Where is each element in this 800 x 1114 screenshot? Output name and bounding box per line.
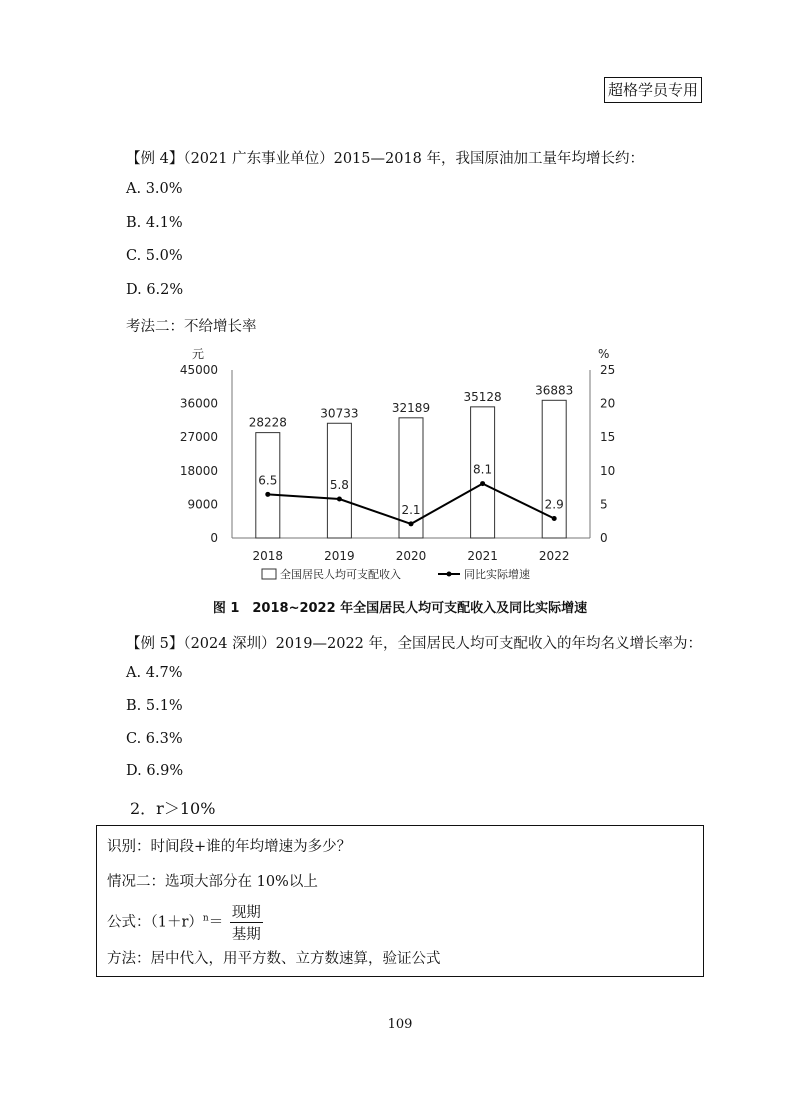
right-tick-label: 20 (600, 396, 616, 411)
chart-caption: 图 1 2018~2022 年全国居民人均可支配收入及同比实际增速 (212, 601, 588, 616)
growth-value-label: 5.8 (329, 478, 349, 493)
right-tick-label: 5 (600, 497, 608, 512)
formula-fraction (230, 901, 263, 944)
legend-bar-swatch (262, 569, 276, 579)
left-tick-label: 36000 (179, 396, 218, 411)
growth-point (409, 521, 414, 526)
income-growth-chart (170, 342, 640, 592)
left-tick-label: 27000 (179, 430, 218, 445)
x-tick-label: 2022 (538, 549, 570, 563)
growth-value-label: 6.5 (258, 473, 278, 488)
section-title: 考法二：不给增长率 (126, 319, 257, 335)
example4-question: 【例 4】（2021 广东事业单位）2015—2018 年，我国原油加工量年均增长约： (126, 151, 645, 167)
example4-option-b[interactable]: B. 4.1% (126, 215, 183, 231)
box-formula (107, 901, 263, 944)
formula-exponent: n (202, 913, 209, 924)
bar-value-label: 28228 (248, 415, 287, 430)
example5-option-b[interactable]: B. 5.1% (126, 698, 183, 714)
left-tick-label: 18000 (179, 463, 218, 478)
bar-value-label: 36883 (535, 383, 574, 398)
legend-bar-label: 全国居民人均可支配收入 (280, 568, 401, 581)
example5-question: 【例 5】（2024 深圳）2019—2022 年，全国居民人均可支配收入的年均名义增长率为： (126, 636, 703, 652)
left-tick-label: 45000 (179, 363, 218, 377)
page-number: 109 (387, 1017, 413, 1032)
growth-value-label: 2.9 (544, 497, 564, 512)
x-tick-label: 2020 (395, 549, 427, 563)
method-box (96, 825, 704, 977)
example5-option-d[interactable]: D. 6.9% (126, 763, 184, 779)
growth-point (480, 481, 485, 486)
right-tick-label: 0 (600, 531, 608, 545)
right-tick-label: 10 (600, 463, 616, 478)
legend-line-label: 同比实际增速 (464, 568, 530, 581)
left-axis-unit: 元 (192, 347, 205, 361)
growth-point (337, 497, 342, 502)
formula-prefix: 公式：（1＋r） (107, 914, 203, 931)
right-axis-unit: % (598, 347, 610, 361)
x-tick-label: 2021 (467, 549, 498, 563)
example5-option-a[interactable]: A. 4.7% (126, 665, 183, 681)
right-tick-label: 25 (600, 363, 616, 377)
bar-value-label: 30733 (320, 406, 359, 421)
formula-numerator: 现期 (230, 901, 263, 923)
user-stamp: 超格学员专用 (604, 77, 702, 103)
example4-option-d[interactable]: D. 6.2% (126, 282, 184, 298)
legend-line-marker (447, 572, 452, 577)
right-tick-label: 15 (600, 430, 616, 445)
box-identify: 识别：时间段+谁的年均增速为多少？ (107, 839, 352, 855)
x-tick-label: 2018 (252, 549, 284, 563)
formula-denominator: 基期 (231, 927, 261, 943)
box-case: 情况二：选项大部分在 10%以上 (107, 874, 318, 890)
formula-equals: ＝ (208, 914, 224, 931)
example4-option-a[interactable]: A. 3.0% (126, 181, 183, 197)
subheading: 2．r＞10% (130, 799, 216, 818)
box-method: 方法：居中代入，用平方数、立方数速算，验证公式 (107, 951, 441, 967)
example4-option-c[interactable]: C. 5.0% (126, 248, 183, 264)
x-tick-label: 2019 (324, 549, 355, 563)
left-tick-label: 0 (210, 531, 218, 545)
growth-point (265, 492, 270, 497)
left-tick-label: 9000 (187, 497, 218, 512)
example5-option-c[interactable]: C. 6.3% (126, 731, 183, 747)
growth-point (552, 516, 557, 521)
bar-value-label: 35128 (463, 389, 502, 404)
growth-value-label: 8.1 (473, 462, 493, 477)
growth-value-label: 2.1 (401, 502, 421, 517)
bar-value-label: 32189 (391, 400, 431, 415)
